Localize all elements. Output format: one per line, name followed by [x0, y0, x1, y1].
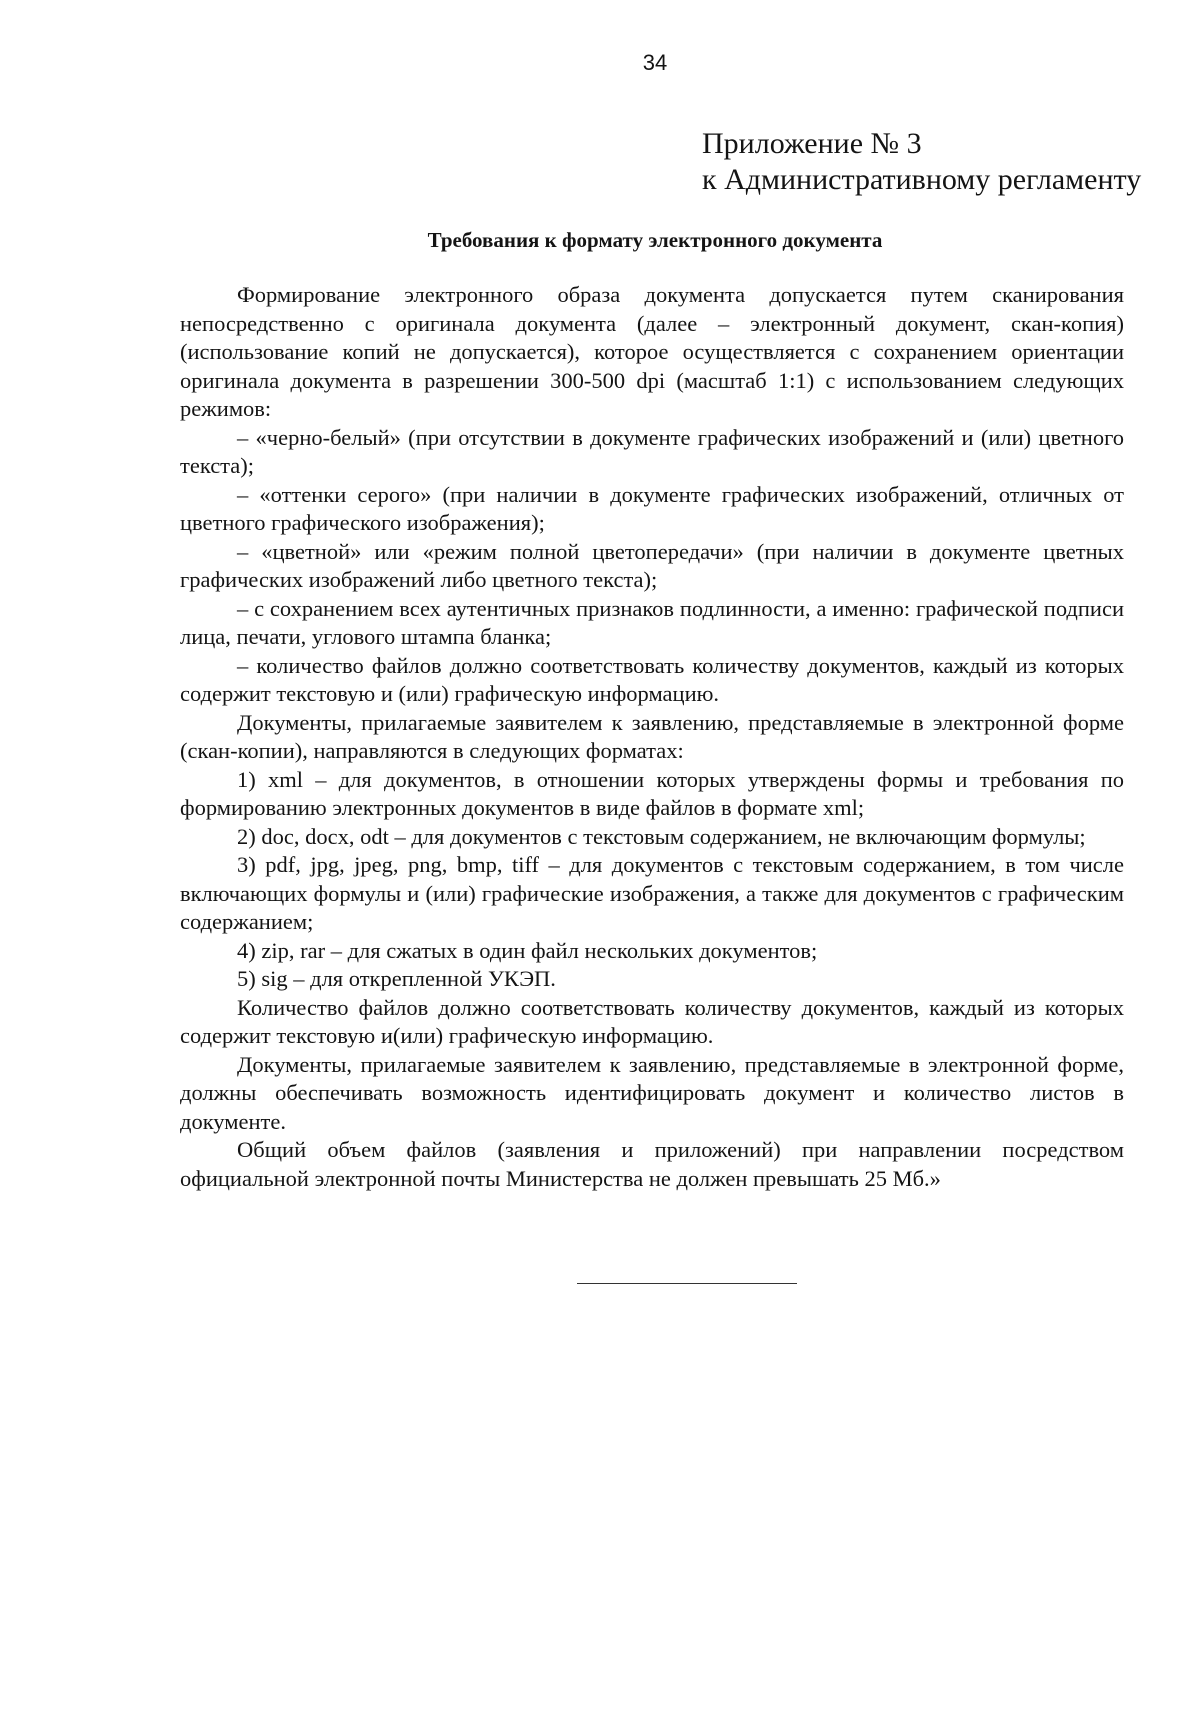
document-body	[180, 281, 1124, 1193]
page-number: 34	[642, 50, 668, 75]
paragraph-format-zip: 4) zip, rar – для сжатых в один файл нескольких документов;	[237, 937, 818, 963]
paragraph-format-sig: 5) sig – для открепленной УКЭП.	[237, 966, 556, 991]
paragraph-format-xml: 1) xml – для документов, в отношении которых утверждены формы и требования по формированию электронных документов в виде файлов в формате xml;	[180, 766, 1124, 820]
paragraph-file-quantity: Количество файлов должно соответствовать количеству документов, каждый из которых содержит текстовую и(или) графическую информацию.	[180, 994, 1124, 1048]
paragraph-mode-grayscale: – «оттенки серого» (при наличии в документе графических изображений, отличных от цветного графического изображения);	[180, 481, 1124, 535]
appendix-number: Приложение № 3	[702, 127, 922, 160]
paragraph-size-limit: Общий объем файлов (заявления и приложений) при направлении посредством официальной электронной почты Министерства не должен превышать 25 Мб.»	[180, 1137, 1124, 1191]
paragraph-formats-intro: Документы, прилагаемые заявителем к заявлению, представляемые в электронной форме (скан-копии), направляются в следующих форматах:	[180, 709, 1124, 763]
paragraph-identification: Документы, прилагаемые заявителем к заявлению, представляемые в электронной форме, должны обеспечивать возможность идентифицировать документ и количество листов в документе.	[180, 1051, 1124, 1134]
paragraph-mode-bw: – «черно-белый» (при отсутствии в документе графических изображений и (или) цветного текста);	[180, 424, 1124, 478]
paragraph-format-pdf: 3) pdf, jpg, jpeg, png, bmp, tiff – для документов с текстовым содержанием, в том числе включающих формулы и (или) графические изображения, а также для документов с графическим содержанием;	[180, 852, 1124, 934]
end-divider	[577, 1283, 797, 1284]
appendix-reference: к Административному регламенту	[702, 163, 1142, 196]
appendix-header	[702, 126, 1162, 198]
paragraph-mode-color: – «цветной» или «режим полной цветопередачи» (при наличии в документе цветных графических изображений либо цветного текста);	[180, 538, 1124, 592]
paragraph-file-count: – количество файлов должно соответствовать количеству документов, каждый из которых содержит текстовую и (или) графическую информацию.	[180, 652, 1124, 706]
paragraph-authenticity: – с сохранением всех аутентичных признаков подлинности, а именно: графической подписи лица, печати, углового штампа бланка;	[180, 595, 1124, 649]
paragraph-intro: Формирование электронного образа документа допускается путем сканирования непосредственно с оригинала документа (далее – электронный документ, скан-копия) (использование копий не допускается), которое осуществляется с сохранением ориентации оригинала документа в разрешении 300-500 dpi (масштаб 1:1) с использованием следующих режимов:	[180, 282, 1124, 421]
paragraph-format-doc: 2) doc, docx, odt – для документов с текстовым содержанием, не включающим формулы;	[237, 823, 1086, 849]
document-title: Требования к формату электронного документа	[427, 228, 883, 252]
